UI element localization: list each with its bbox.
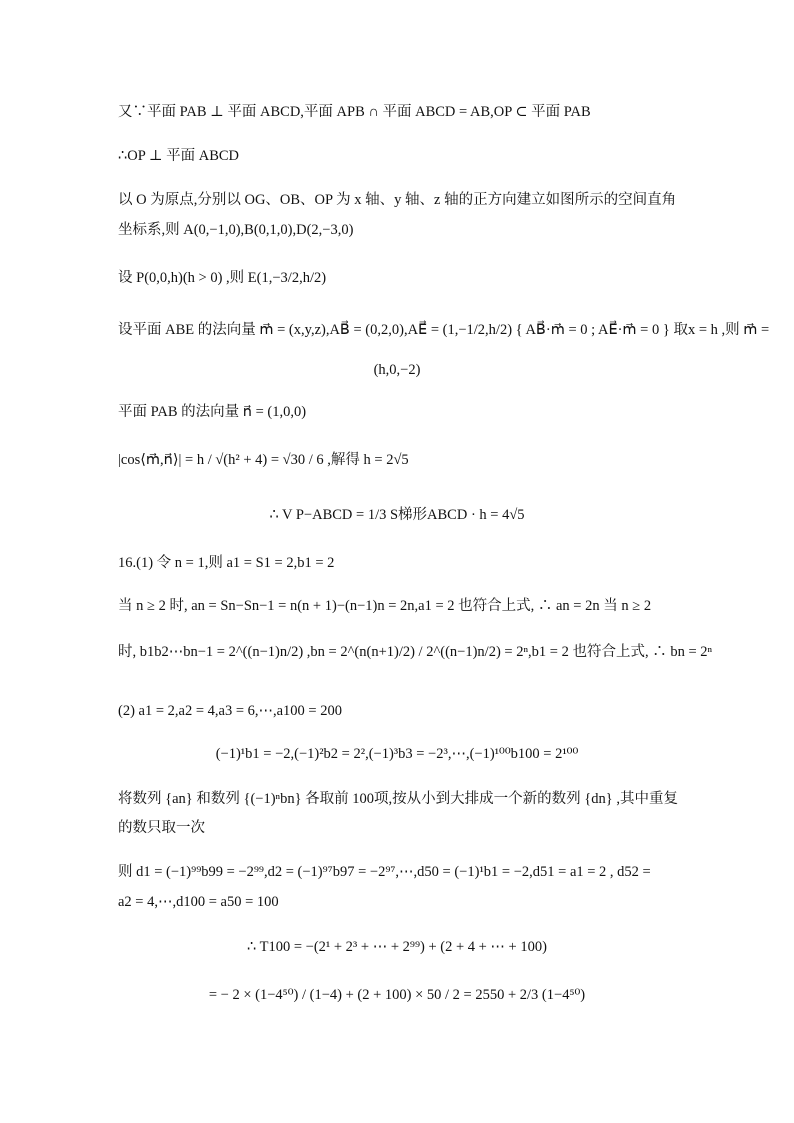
text-line-20: ∴ T100 = −(2¹ + 2³ + ⋯ + 2⁹⁹) + (2 + 4 + ⋯ + 100) bbox=[247, 939, 547, 955]
text-line-2: ∴OP ⊥ 平面 ABCD bbox=[118, 148, 240, 164]
text-line-12: 当 n ≥ 2 时, an = Sn−Sn−1 = n(n + 1)−(n−1)n = 2n,a1 = 2 也符合上式, ∴ an = 2n 当 n ≥ 2 bbox=[118, 598, 652, 614]
text-line-8: 平面 PAB 的法向量 n⃗ = (1,0,0) bbox=[118, 404, 307, 420]
text-line-5: 设 P(0,0,h)(h > 0) ,则 E(1,−3/2,h/2) bbox=[118, 270, 327, 286]
text-line-13: 时, b1b2⋯bn−1 = 2^((n−1)n/2) ,bn = 2^(n(n+1)/2) / 2^((n−1)n/2) = 2ⁿ,b1 = 2 也符合上式, ∴ bn = 2ⁿ bbox=[118, 644, 713, 660]
text-line-17: 的数只取一次 bbox=[118, 820, 205, 836]
text-line-7: (h,0,−2) bbox=[373, 362, 421, 378]
text-line-11: 16.(1) 令 n = 1,则 a1 = S1 = 2,b1 = 2 bbox=[118, 555, 335, 571]
text-line-4: 坐标系,则 A(0,−1,0),B(0,1,0),D(2,−3,0) bbox=[118, 222, 354, 238]
text-line-19: a2 = 4,⋯,d100 = a50 = 100 bbox=[118, 894, 279, 910]
text-line-21: = − 2 × (1−4⁵⁰) / (1−4) + (2 + 100) × 50 / 2 = 2550 + 2/3 (1−4⁵⁰) bbox=[208, 987, 586, 1003]
text-line-9: |cos⟨m⃗,n⃗⟩| = h / √(h² + 4) = √30 / 6 ,解得 h = 2√5 bbox=[118, 452, 409, 468]
text-line-16: 将数列 {an} 和数列 {(−1)ⁿbn} 各取前 100项,按从小到大排成一个新的数列 {dn} ,其中重复 bbox=[118, 791, 678, 807]
text-line-15: (−1)¹b1 = −2,(−1)²b2 = 2²,(−1)³b3 = −2³,⋯,(−1)¹⁰⁰b100 = 2¹⁰⁰ bbox=[215, 746, 579, 762]
text-line-6: 设平面 ABE 的法向量 m⃗ = (x,y,z),AB⃗ = (0,2,0),AE⃗ = (1,−1/2,h/2) { AB⃗·m⃗ = 0 ; AE⃗·m⃗ = 0 } 取x = h ,则 m⃗ = bbox=[118, 322, 770, 338]
text-line-10: ∴ V P−ABCD = 1/3 S梯形ABCD · h = 4√5 bbox=[269, 507, 525, 523]
text-line-1: 又∵平面 PAB ⊥ 平面 ABCD,平面 APB ∩ 平面 ABCD = AB,OP ⊂ 平面 PAB bbox=[118, 104, 591, 120]
text-line-14: (2) a1 = 2,a2 = 4,a3 = 6,⋯,a100 = 200 bbox=[118, 703, 342, 719]
text-line-18: 则 d1 = (−1)⁹⁹b99 = −2⁹⁹,d2 = (−1)⁹⁷b97 = −2⁹⁷,⋯,d50 = (−1)¹b1 = −2,d51 = a1 = 2 , d52 = bbox=[118, 864, 651, 880]
text-line-3: 以 O 为原点,分别以 OG、OB、OP 为 x 轴、y 轴、z 轴的正方向建立如图所示的空间直角 bbox=[118, 192, 677, 208]
